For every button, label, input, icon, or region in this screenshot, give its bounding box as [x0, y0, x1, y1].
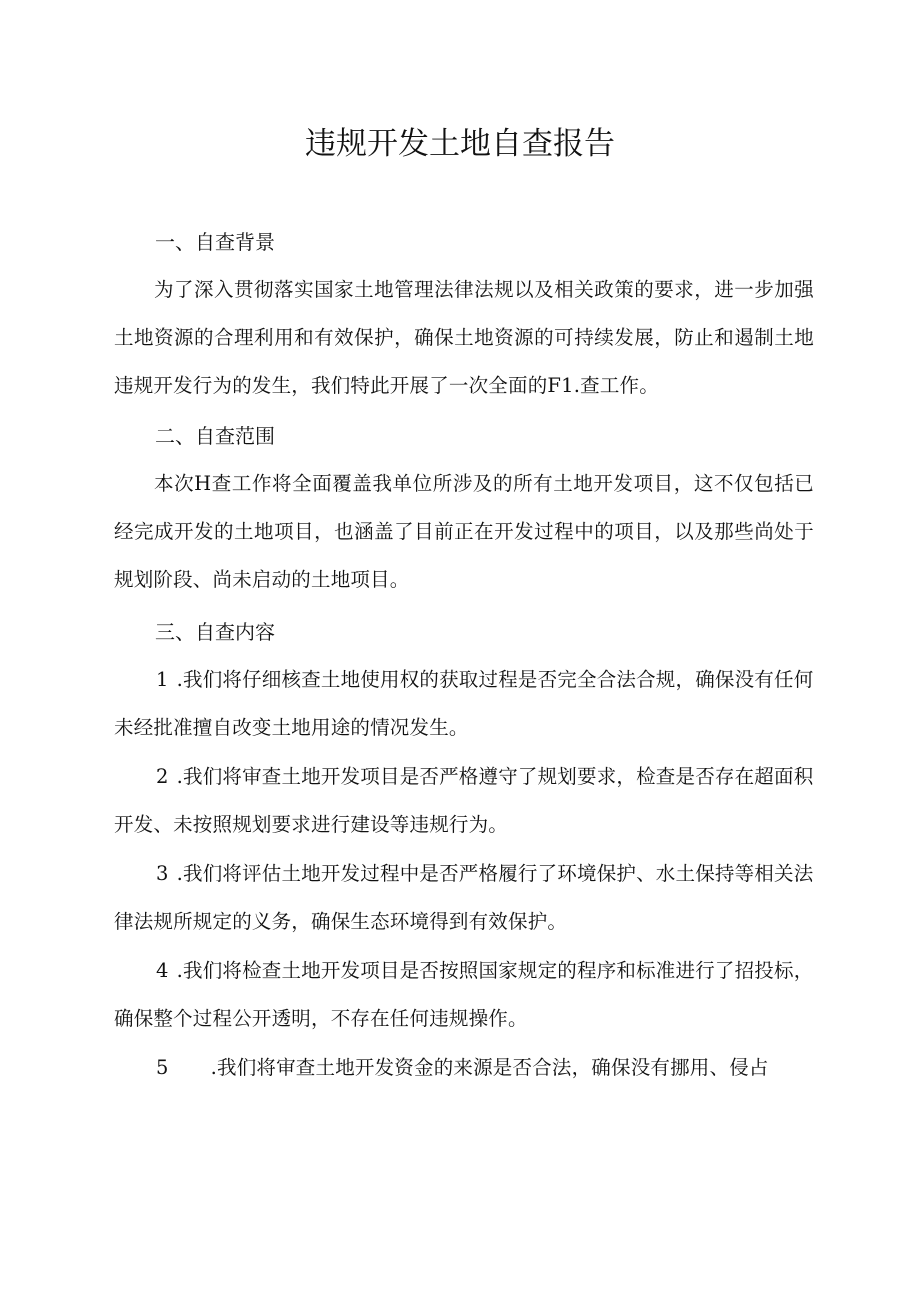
list-item-number: 3 — [156, 862, 169, 885]
section-heading-scope: 二、自查范围 — [155, 424, 275, 448]
list-item-text: .我们将检查土地开发项目是否按照国家规定的程序和标准进行了招投标，确保整个过程公开透明，不存在任何违规操作。 — [114, 959, 814, 1030]
list-item — [114, 753, 824, 849]
list-item — [114, 656, 824, 752]
section-paragraph-scope: 本次H查工作将全面覆盖我单位所涉及的所有土地开发项目，这不仅包括已经完成开发的土地项目，也涵盖了目前正在开发过程中的项目，以及那些尚处于规划阶段、尚未启动的土地项目。 — [114, 472, 814, 591]
section-heading-background: 一、自查背景 — [155, 230, 275, 254]
list-item-number: 4 — [156, 959, 169, 982]
list-item-number: 2 — [156, 765, 169, 788]
document-title: 违规开发土地自查报告 — [305, 126, 615, 162]
list-item-text: .我们将仔细核查土地使用权的获取过程是否完全合法合规，确保没有任何未经批准擅自改变土地用途的情况发生。 — [114, 668, 814, 739]
section-heading-content: 三、自查内容 — [155, 620, 275, 644]
list-item-number: 5 — [156, 1056, 169, 1079]
list-item-text: .我们将评估土地开发过程中是否严格履行了环境保护、水土保持等相关法律法规所规定的义务，确保生态环境得到有效保护。 — [114, 862, 814, 933]
list-item — [114, 850, 824, 946]
list-item-number: 1 — [156, 668, 169, 691]
section-paragraph-background: 为了深入贯彻落实国家土地管理法律法规以及相关政策的要求，进一步加强土地资源的合理利用和有效保护，确保土地资源的可持续发展，防止和遏制土地违规开发行为的发生，我们特此开展了一次全面的F1.查工作。 — [114, 278, 814, 397]
list-item-text: .我们将审查土地开发资金的来源是否合法，确保没有挪用、侵占 — [210, 1056, 769, 1079]
list-item — [114, 1044, 824, 1092]
list-item-text: .我们将审查土地开发项目是否严格遵守了规划要求，检查是否存在超面积开发、未按照规划要求进行建设等违规行为。 — [114, 765, 814, 836]
list-item — [114, 947, 824, 1043]
